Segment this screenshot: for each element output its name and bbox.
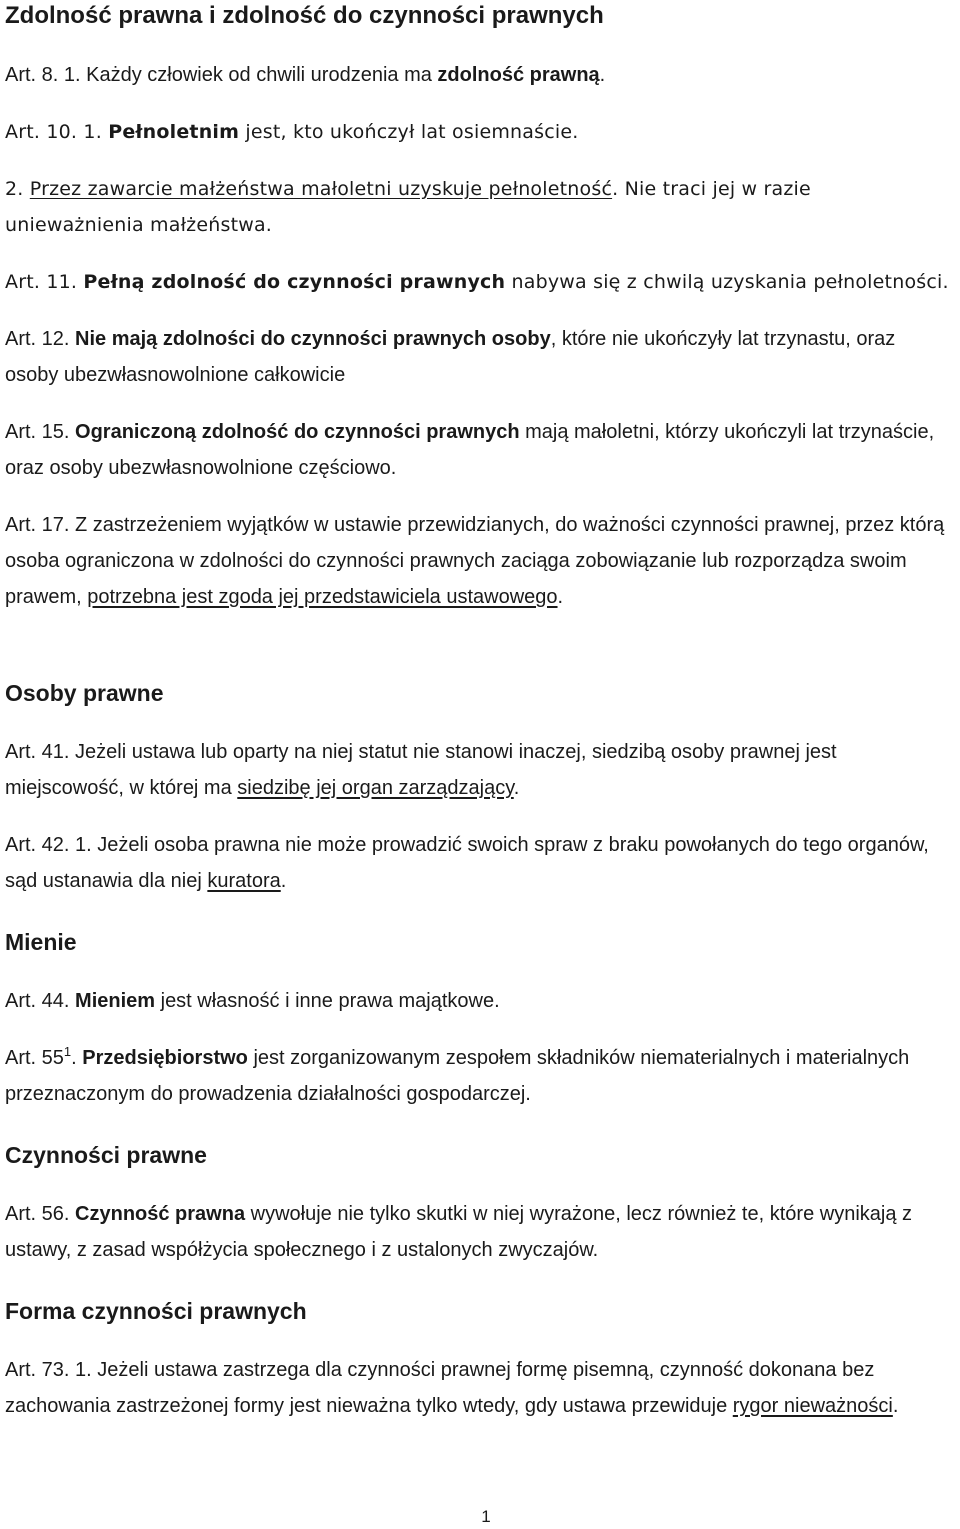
art-8: Art. 8. 1. Każdy człowiek od chwili urodzenia ma zdolność prawną. <box>5 64 606 86</box>
art-41: Art. 41. Jeżeli ustawa lub oparty na niej statut nie stanowi inaczej, siedzibą osoby prawnej jest miejscowość, w której ma siedzibę jej organ zarządzający. <box>5 741 837 799</box>
art-10-2: 2. Przez zawarcie małżeństwa małoletni uzyskuje pełnoletność. Nie traci jej w razie unieważnienia małżeństwa. <box>5 178 811 236</box>
art-56: Art. 56. Czynność prawna wywołuje nie tylko skutki w niej wyrażone, lecz również te, które wynikają z ustawy, z zasad współżycia społecznego i z ustalonych zwyczajów. <box>5 1203 913 1261</box>
art-17: Art. 17. Z zastrzeżeniem wyjątków w ustawie przewidzianych, do ważności czynności prawnej, przez którą osoba ograniczona w zdolności do czynności prawnych zaciąga zobowiązanie lub rozporządza swoim prawem, potrzebna jest zgoda jej przedstawiciela ustawowego. <box>5 514 945 608</box>
page-number: 1 <box>481 1507 491 1526</box>
section-title-form: Forma czynności prawnych <box>5 1298 307 1324</box>
art-15: Art. 15. Ograniczoną zdolność do czynności prawnych mają małoletni, którzy ukończyli lat trzynaście, oraz osoby ubezwłasnowolnione częściowo. <box>5 421 935 479</box>
section-title-property: Mienie <box>5 929 77 955</box>
section-title-legal-acts: Czynności prawne <box>5 1142 207 1168</box>
section-title-capacity: Zdolność prawna i zdolność do czynności prawnych <box>5 2 604 29</box>
art-55-1: Art. $55^1$. Przedsiębiorstwo jest zorganizowanym zespołem składników niematerialnych i materialnych przeznaczonym do prowadzenia działalności gospodarczej. <box>5 1044 910 1105</box>
art-42: Art. 42. 1. Jeżeli osoba prawna nie może prowadzić swoich spraw z braku powołanych do tego organów, sąd ustanawia dla niej kuratora. <box>5 834 929 892</box>
section-title-legal-persons: Osoby prawne <box>5 680 164 706</box>
art-73: Art. 73. 1. Jeżeli ustawa zastrzega dla czynności prawnej formę pisemną, czynność dokonana bez zachowania zastrzeżonej formy jest nieważna tylko wtedy, gdy ustawa przewiduje rygor nieważności. <box>5 1359 899 1417</box>
art-10-1: Art. 10. 1. Pełnoletnim jest, kto ukończył lat osiemnaście. <box>5 121 579 143</box>
art-12: Art. 12. Nie mają zdolności do czynności prawnych osoby, które nie ukończyły lat trzynastu, oraz osoby ubezwłasnowolnione całkowicie <box>5 328 896 386</box>
art-44: Art. 44. Mieniem jest własność i inne prawa majątkowe. <box>5 990 500 1012</box>
art-11: Art. 11. Pełną zdolność do czynności prawnych nabywa się z chwilą uzyskania pełnoletności. <box>5 271 949 293</box>
